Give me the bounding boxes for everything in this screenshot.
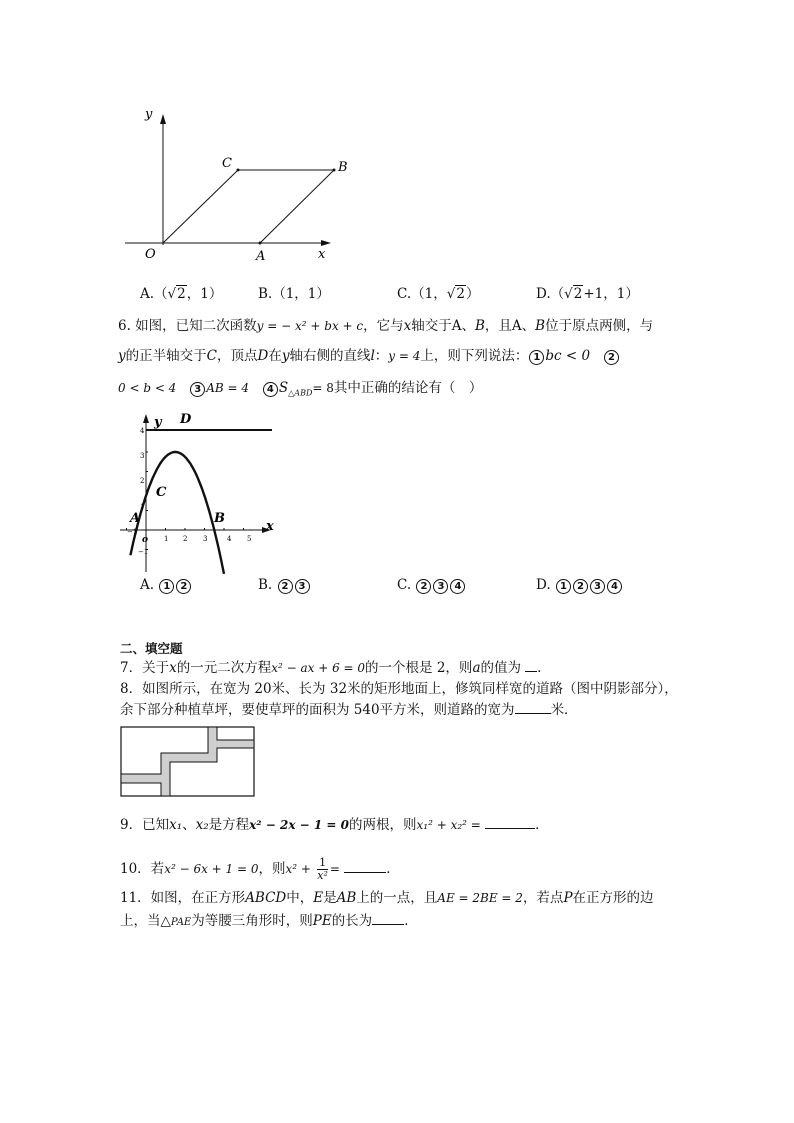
- q11-answer-blank[interactable]: [372, 912, 404, 925]
- q5-coordinate-figure: [115, 100, 355, 270]
- q6-line-2: y的正半轴交于C，顶点D在y轴右侧的直线l：y = 4上，则下列说法： 1 bc < 0 2: [118, 347, 620, 365]
- q6-y-tick-2: 2: [140, 477, 145, 485]
- q10-answer-blank[interactable]: [344, 860, 386, 873]
- q6-option-a: A. 1 2: [140, 576, 192, 594]
- q6-origin-label: o: [142, 535, 149, 545]
- q8-answer-blank[interactable]: [515, 701, 551, 714]
- q10-fraction: $\frac{1}{\text{x²}}$: [317, 856, 328, 882]
- q5-x-axis-arrow: [321, 240, 331, 246]
- q7-answer-blank[interactable]: [525, 659, 537, 672]
- q6-y-axis-arrow: [143, 414, 149, 423]
- q6-y-tick-3: 3: [140, 452, 145, 460]
- q6-option-d: D. 1 2 3 4: [536, 576, 623, 594]
- q8-road-figure: [120, 726, 256, 798]
- q5-point-a-label: A: [256, 249, 266, 264]
- q5-point-c-dot: [237, 169, 240, 172]
- q5-point-b-dot: [333, 169, 336, 172]
- q6-x-tick-3: 3: [203, 535, 208, 543]
- q5-option-b: B.（1，1）: [258, 286, 330, 302]
- q5-option-c: C.（1，√2）: [397, 286, 480, 302]
- q6-y-tick-1: 1: [140, 503, 145, 511]
- q9-answer-blank[interactable]: [485, 816, 535, 829]
- q8-line-2: 余下部分种植草坪，要使草坪的面积为 540平方米，则道路的宽为 米．: [120, 702, 578, 718]
- q6-point-c-label: C: [156, 485, 167, 500]
- q6-line-1: 6. 如图，已知二次函数y = − x² + bx + c，它与x轴交于A、B，且A、B位于原点两侧，与: [118, 318, 654, 334]
- q6-parabola-figure: [116, 408, 286, 576]
- q8-line-1: 8．如图所示，在宽为 20米、长为 32米的矩形地面上，修筑同样宽的道路（图中阴影部分），: [120, 681, 678, 697]
- q5-parallelogram-oabc: [163, 170, 334, 243]
- q5-point-a-dot: [259, 242, 262, 245]
- q6-line-3: 0 < b < 4 3 AB = 4 4 $S_{\triangle ABD}= 8$其中正确的结论有（ ）: [118, 380, 483, 398]
- q5-point-c-label: C: [222, 156, 232, 171]
- q5-origin-label: O: [145, 247, 156, 262]
- q5-point-b-label: B: [338, 160, 348, 175]
- q6-option-b: B. 2 3: [258, 576, 311, 594]
- q6-point-b-label: B: [214, 511, 225, 526]
- q6-x-tick-2: 2: [183, 535, 188, 543]
- q6-y-tick-neg1: −1: [138, 548, 149, 556]
- q10-line: 10．若x² − 6x + 1 = 0，则x² + $\frac{1}{\text{x²}}$ = ．: [120, 856, 400, 882]
- q6-x-tick-5: 5: [247, 535, 252, 543]
- q6-point-a-label: A: [130, 511, 141, 526]
- q6-x-label: x: [266, 519, 274, 534]
- q6-x-tick-1: 1: [164, 535, 169, 543]
- q6-point-d-label: D: [180, 412, 192, 427]
- q5-y-label: y: [145, 107, 153, 122]
- q5-y-axis-arrow: [160, 114, 166, 124]
- q5-x-label: x: [318, 247, 326, 262]
- q9-line: 9．已知x₁、x₂是方程x² − 2x − 1 = 0的两根，则x₁² + x₂² = ．: [120, 817, 549, 833]
- q6-x-tick-neg1: −1: [127, 528, 138, 536]
- q6-y-tick-4: 4: [140, 427, 145, 435]
- q11-line-1: 11．如图，在正方形ABCD中，E是AB上的一点，且AE = 2BE = 2，若点P在正方形的边: [120, 890, 654, 906]
- q5-option-d: D.（√2+1，1）: [536, 286, 639, 302]
- section-title: 二、填空题: [120, 641, 183, 656]
- q6-option-c: C. 2 3 4: [397, 576, 466, 594]
- q6-y-label: y: [154, 415, 162, 430]
- q5-option-a: A.（√2，1）: [140, 286, 223, 302]
- q11-line-2: 上，当△PAE为等腰三角形时，则PE的长为 ．: [120, 913, 418, 929]
- q7-line: 7．关于x的一元二次方程x² − ax + 6 = 0的一个根是 2，则a的值为 ．: [120, 660, 551, 676]
- q6-x-tick-4: 4: [227, 535, 232, 543]
